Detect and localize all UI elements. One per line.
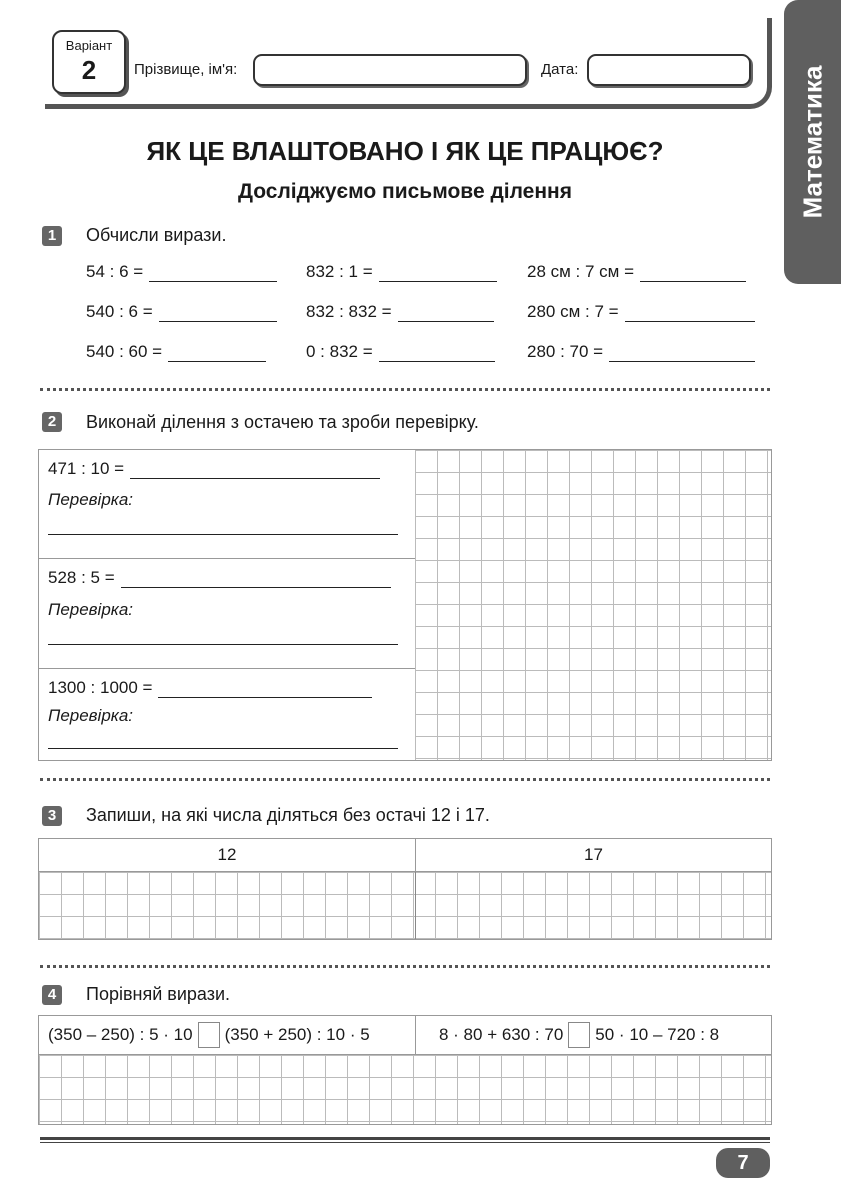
comparison-box[interactable] — [198, 1022, 220, 1048]
expression-text: 280 : 70 = — [527, 342, 604, 361]
expression-text: 0 : 832 = — [306, 342, 373, 361]
section-divider — [40, 965, 770, 968]
task-instruction: Обчисли вирази. — [86, 225, 227, 245]
answer-line[interactable] — [398, 305, 494, 322]
task-number-badge: 4 — [42, 985, 62, 1005]
check-label: Перевірка: — [48, 490, 133, 509]
comparison-table — [38, 1015, 772, 1125]
date-label: Дата: — [541, 61, 579, 78]
division-expression — [48, 568, 391, 588]
expression-text: 280 см : 7 = — [527, 302, 619, 321]
row-divider — [39, 668, 415, 669]
expression-text: 8 · 80 + 630 : 70 — [439, 1025, 564, 1044]
subject-tab-label: Математика — [797, 65, 827, 219]
answer-line[interactable] — [168, 345, 266, 362]
answer-line[interactable] — [121, 571, 391, 588]
expression — [527, 302, 755, 322]
column-header-12: 12 — [39, 839, 416, 872]
grid-area[interactable] — [39, 872, 771, 939]
section-divider — [40, 388, 770, 391]
expression-text: 540 : 6 = — [86, 302, 153, 321]
answer-line[interactable] — [609, 345, 755, 362]
task-number-badge: 1 — [42, 226, 62, 246]
variant-badge — [52, 30, 126, 94]
page-subtitle: Досліджуємо письмове ділення — [238, 180, 572, 203]
expression-text: 471 : 10 = — [48, 459, 125, 478]
division-expression — [48, 459, 380, 479]
comparison-right — [439, 1016, 719, 1054]
task-number-badge: 3 — [42, 806, 62, 826]
expression-text: 28 см : 7 см = — [527, 262, 635, 281]
expression — [86, 262, 277, 282]
answer-line[interactable] — [379, 345, 495, 362]
check-line[interactable] — [48, 748, 398, 749]
column-divider — [415, 872, 416, 939]
footer-rule — [40, 1137, 770, 1140]
division-table — [38, 449, 772, 761]
expression — [306, 262, 497, 282]
variant-number: 2 — [81, 55, 97, 85]
comparison-left — [48, 1016, 370, 1054]
check-label: Перевірка: — [48, 600, 133, 619]
comparison-box[interactable] — [568, 1022, 590, 1048]
answer-line[interactable] — [625, 305, 755, 322]
answer-line[interactable] — [130, 462, 380, 479]
division-expression — [48, 678, 372, 698]
check-line[interactable] — [48, 534, 398, 535]
expression-text: 528 : 5 = — [48, 568, 115, 587]
section-divider — [40, 778, 770, 781]
expression — [306, 302, 494, 322]
name-label: Прізвище, ім'я: — [134, 61, 238, 78]
expression-text: 54 : 6 = — [86, 262, 144, 281]
answer-line[interactable] — [640, 265, 746, 282]
expression — [306, 342, 495, 362]
page-number: 7 — [716, 1148, 770, 1178]
expression — [527, 262, 746, 282]
expression — [86, 302, 277, 322]
grid-area[interactable] — [39, 1055, 771, 1124]
row-divider — [39, 558, 415, 559]
variant-label: Варіант — [65, 38, 113, 53]
column-divider — [415, 1016, 416, 1054]
page-title: ЯК ЦЕ ВЛАШТОВАНО І ЯК ЦЕ ПРАЦЮЄ? — [146, 136, 664, 166]
task-instruction: Виконай ділення з остачею та зроби перевірку. — [86, 412, 479, 432]
column-header-17: 17 — [416, 839, 771, 872]
answer-line[interactable] — [149, 265, 277, 282]
grid-area[interactable] — [415, 450, 771, 760]
date-field[interactable] — [587, 54, 751, 86]
expression — [86, 342, 266, 362]
answer-line[interactable] — [379, 265, 497, 282]
task-instruction: Порівняй вирази. — [86, 984, 231, 1004]
expression-text: 50 · 10 – 720 : 8 — [595, 1025, 720, 1044]
expression-text: (350 + 250) : 10 · 5 — [224, 1025, 370, 1044]
answer-line[interactable] — [158, 681, 372, 698]
divisors-table — [38, 838, 772, 940]
check-label: Перевірка: — [48, 706, 133, 725]
expression-text: 832 : 1 = — [306, 262, 373, 281]
expression-text: 1300 : 1000 = — [48, 678, 153, 697]
expression — [527, 342, 755, 362]
expression-text: 832 : 832 = — [306, 302, 392, 321]
name-field[interactable] — [253, 54, 527, 86]
task-number-badge: 2 — [42, 412, 62, 432]
check-line[interactable] — [48, 644, 398, 645]
task-instruction: Запиши, на які числа діляться без остачі 12 і 17. — [86, 805, 490, 825]
answer-line[interactable] — [159, 305, 277, 322]
expression-text: 540 : 60 = — [86, 342, 163, 361]
footer-rule — [40, 1142, 770, 1143]
expression-text: (350 – 250) : 5 · 10 — [48, 1025, 193, 1044]
